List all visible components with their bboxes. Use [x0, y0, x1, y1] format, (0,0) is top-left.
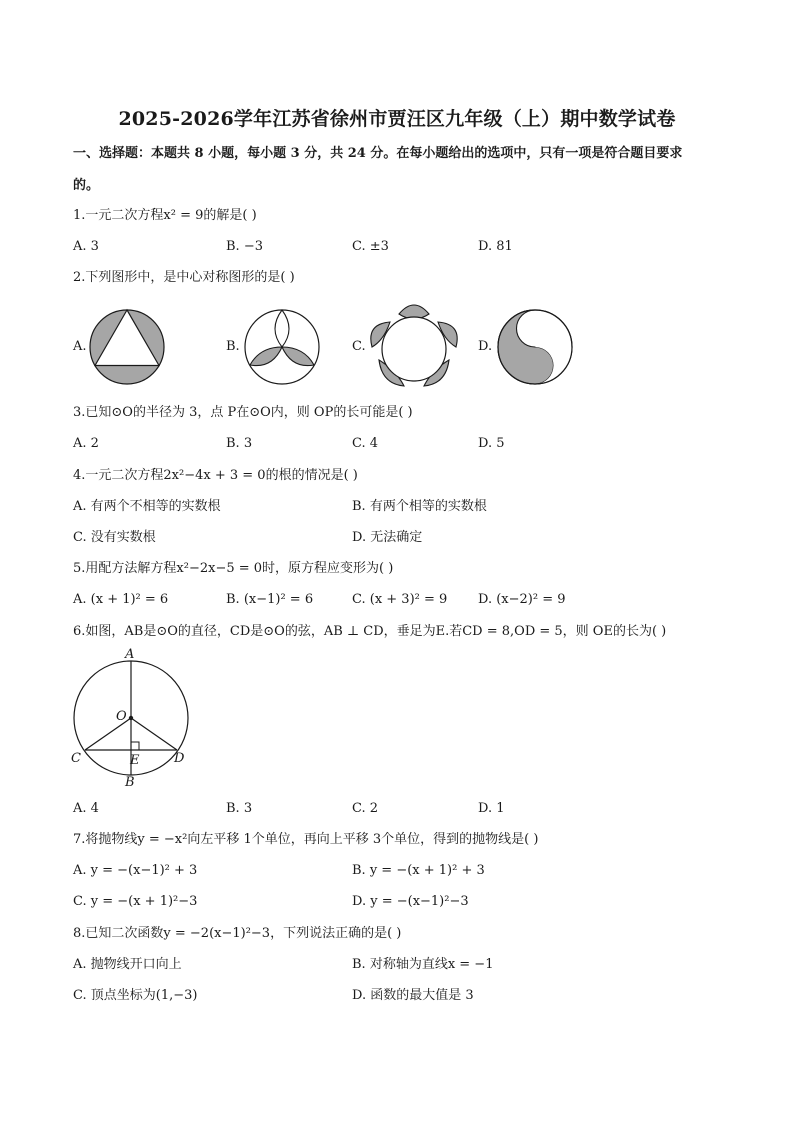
section-heading-line1: 一、选择题：本题共 8 小题，每小题 3 分，共 24 分。在每小题给出的选项中，只有一项是符合题目要求 [73, 146, 683, 161]
exam-title: 2025-2026学年江苏省徐州市贾汪区九年级（上）期中数学试卷 [118, 108, 676, 130]
q1-option-b: B. −3 [226, 239, 263, 254]
q5-option-a: A. (x + 1)² = 6 [73, 592, 169, 607]
question-7-stem: 7.将抛物线y = −x²向左平移 1个单位，再向上平移 3个单位，得到的抛物线是( ) [73, 832, 539, 847]
q4-option-b: B. 有两个相等的实数根 [352, 499, 487, 514]
q6-option-c: C. 2 [352, 801, 379, 816]
question-2-stem: 2.下列图形中，是中心对称图形的是( ) [73, 270, 295, 285]
question-1-stem: 1.一元二次方程x² = 9的解是( ) [73, 208, 257, 223]
q2-option-c-label: C. [352, 339, 366, 354]
q8-option-c: C. 顶点坐标为(1,−3) [73, 988, 198, 1003]
q2-option-b-label: B. [226, 339, 240, 354]
q6-label-a: A [125, 648, 135, 662]
question-4-stem: 4.一元二次方程2x²−4x + 3 = 0的根的情况是( ) [73, 468, 358, 483]
q6-label-e: E [130, 753, 140, 768]
q8-option-a: A. 抛物线开口向上 [73, 957, 182, 972]
q6-option-d: D. 1 [478, 801, 505, 816]
q7-option-d: D. y = −(x−1)²−3 [352, 894, 469, 909]
q6-circle-figure [66, 648, 196, 790]
q5-option-c: C. (x + 3)² = 9 [352, 592, 448, 607]
q7-option-a: A. y = −(x−1)² + 3 [73, 863, 198, 878]
q6-label-b: B [125, 775, 135, 790]
q8-option-d: D. 函数的最大值是 3 [352, 988, 474, 1003]
q8-option-b: B. 对称轴为直线x = −1 [352, 957, 494, 972]
q7-option-b: B. y = −(x + 1)² + 3 [352, 863, 485, 878]
q3-option-a: A. 2 [73, 436, 99, 451]
q4-option-a: A. 有两个不相等的实数根 [73, 499, 221, 514]
q3-option-b: B. 3 [226, 436, 253, 451]
q7-option-c: C. y = −(x + 1)²−3 [73, 894, 198, 909]
q3-option-d: D. 5 [478, 436, 505, 451]
q2-figure-a [87, 307, 167, 387]
q5-option-d: D. (x−2)² = 9 [478, 592, 566, 607]
q2-figure-d [495, 307, 575, 387]
q6-label-o: O [116, 709, 127, 724]
question-8-stem: 8.已知二次函数y = −2(x−1)²−3，下列说法正确的是( ) [73, 926, 402, 941]
q1-option-a: A. 3 [73, 239, 99, 254]
q2-option-d-label: D. [478, 339, 493, 354]
q2-figure-c [366, 302, 462, 392]
q6-label-d: D [174, 751, 185, 766]
q6-option-b: B. 3 [226, 801, 253, 816]
section-heading-line2: 的。 [73, 178, 100, 193]
q2-option-a-label: A. [73, 339, 87, 354]
q1-option-c: C. ±3 [352, 239, 389, 254]
question-5-stem: 5.用配方法解方程x²−2x−5 = 0时，原方程应变形为( ) [73, 561, 394, 576]
question-6-stem: 6.如图，AB是⊙O的直径，CD是⊙O的弦，AB ⊥ CD，垂足为E.若CD = 8,OD = 5，则 OE的长为( ) [73, 624, 667, 639]
q1-option-d: D. 81 [478, 239, 513, 254]
q2-figure-b [242, 307, 322, 387]
q4-option-d: D. 无法确定 [352, 530, 423, 545]
q6-label-c: C [71, 751, 81, 766]
q5-option-b: B. (x−1)² = 6 [226, 592, 314, 607]
q3-option-c: C. 4 [352, 436, 379, 451]
question-3-stem: 3.已知⊙O的半径为 3，点 P在⊙O内，则 OP的长可能是( ) [73, 405, 413, 420]
q6-option-a: A. 4 [73, 801, 99, 816]
q4-option-c: C. 没有实数根 [73, 530, 156, 545]
